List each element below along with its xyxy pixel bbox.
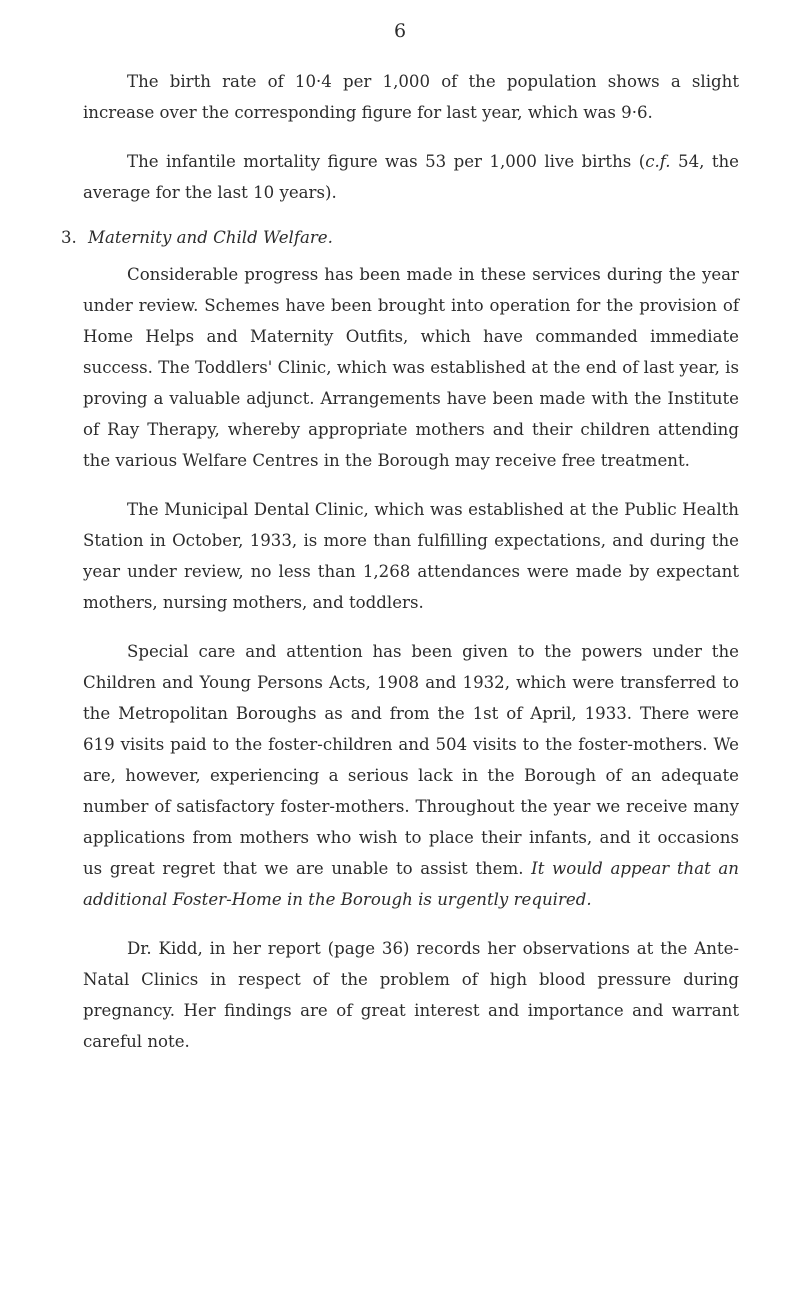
special-care-text: Special care and attention has been given to the powers under the Children and Young Persons Acts, 1908 and 1932, which were transferred to the Metropolitan Boroughs as and from the 1st of April, 1933. There were 619 visits paid to the foster-children and 504 visits to the foster-mothers. We are, however, experiencing a serious lack in the Borough of an adequate number of satisfactory foster-mothers. Throughout the year we receive many applications from mothers who wish to place their infants, and it occasions us great regret that we are unable to assist them.	[83, 642, 739, 878]
section-title: Maternity and Child Welfare.	[88, 228, 333, 247]
special-care-italic: It would appear that an additional Foster-Home in the Borough is urgently required.	[83, 859, 739, 909]
paragraph-birth-rate: The birth rate of 10·4 per 1,000 of the population shows a slight increase over the corresponding figure for last year, which was 9·6.	[83, 72, 739, 122]
paragraph-infant-mortality	[83, 146, 739, 208]
section-number: 3.	[61, 228, 77, 247]
page-number: 6	[393, 20, 407, 42]
paragraph-progress: Considerable progress has been made in these services during the year under review. Schemes have been brought into operation for the provision of Home Helps and Maternity Outfits, which have commanded immediate success. The Toddlers' Clinic, which was established at the end of last year, is proving a valuable adjunct. Arrangements have been made with the Institute of Ray Therapy, whereby appropriate mothers and their children attending the various Welfare Centres in the Borough may receive free treatment.	[83, 265, 739, 470]
paragraph-special-care	[83, 636, 739, 915]
infant-mortality-text: The infantile mortality figure was 53 per 1,000 live births (	[127, 152, 646, 171]
paragraph-dental-clinic: The Municipal Dental Clinic, which was established at the Public Health Station in October, 1933, is more than fulfilling expectations, and during the year under review, no less than 1,268 attendances were made by expectant mothers, nursing mothers, and toddlers.	[83, 500, 739, 612]
document-body	[61, 66, 739, 1057]
paragraph-kidd-report: Dr. Kidd, in her report (page 36) records her observations at the Ante-Natal Clinics in respect of the problem of high blood pressure during pregnancy. Her findings are of great interest and importance and warrant careful note.	[83, 939, 739, 1051]
infant-mortality-tail: 54, the average for the last 10 years).	[83, 152, 739, 202]
section-heading	[61, 222, 739, 253]
infant-mortality-cf: c.f.	[645, 152, 671, 171]
